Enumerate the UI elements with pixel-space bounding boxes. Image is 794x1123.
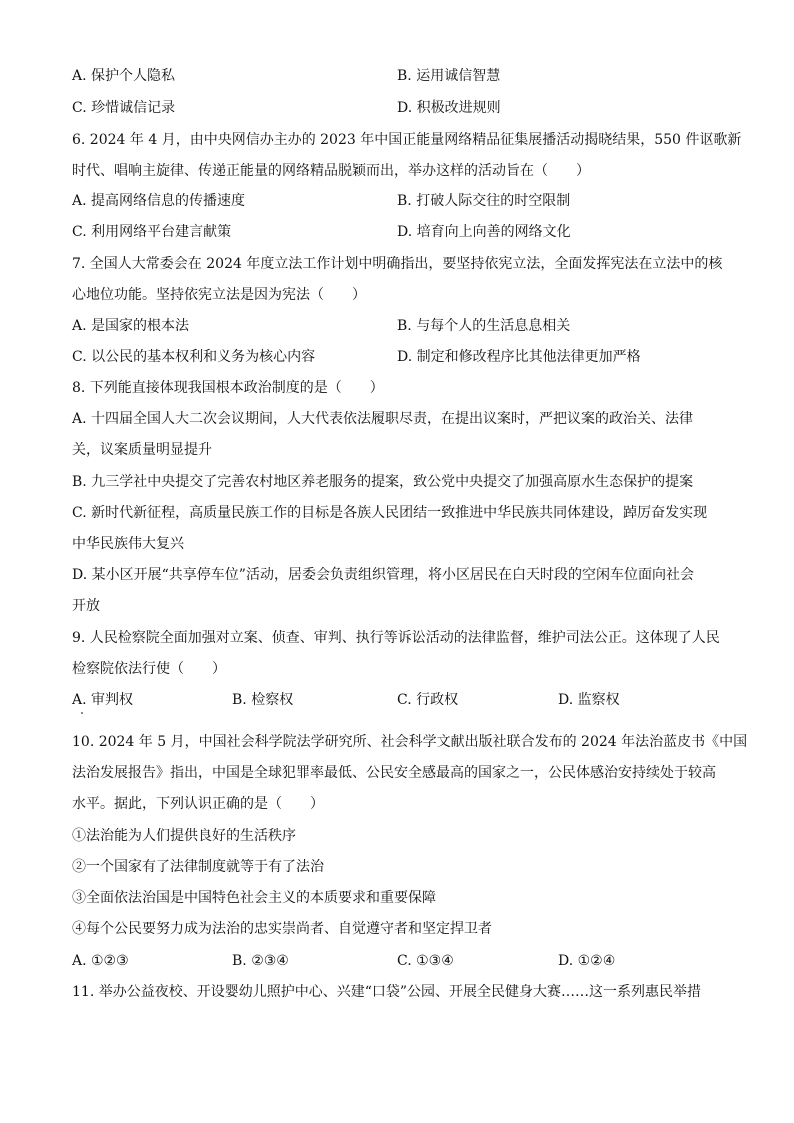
q8-option-d-line1: D. 某小区开展“共享停车位”活动，居委会负责组织管理，将小区居民在白天时段的空闲车位面向社会 xyxy=(72,567,694,583)
q5-option-b: B. 运用诚信智慧 xyxy=(397,68,501,84)
q7-option-b: B. 与每个人的生活息息相关 xyxy=(397,318,571,334)
q6-option-b: B. 打破人际交往的时空限制 xyxy=(397,193,571,209)
q9-option-a: A. 审判权 xyxy=(72,692,134,708)
q9-option-d: D. 监察权 xyxy=(558,692,620,708)
q6-option-d: D. 培育向上向善的网络文化 xyxy=(397,224,571,240)
q5-option-c: C. 珍惜诚信记录 xyxy=(72,100,176,116)
q10-option-c: C. ①③④ xyxy=(397,953,454,969)
q10-stem-line3: 水平。据此，下列认识正确的是（ ） xyxy=(72,796,324,812)
q8-option-c-line2: 中华民族伟大复兴 xyxy=(72,536,184,552)
scan-dot xyxy=(81,712,83,714)
q8-option-b: B. 九三学社中央提交了完善农村地区养老服务的提案，致公党中央提交了加强高原水生态保护的提案 xyxy=(72,474,694,490)
q10-option-d: D. ①②④ xyxy=(558,953,616,969)
q5-option-a: A. 保护个人隐私 xyxy=(72,68,176,84)
q10-statement-2: ②一个国家有了法律制度就等于有了法治 xyxy=(72,859,324,875)
q10-statement-4: ④每个公民要努力成为法治的忠实崇尚者、自觉遵守者和坚定捍卫者 xyxy=(72,921,492,937)
q10-option-b: B. ②③④ xyxy=(232,953,289,969)
q7-option-d: D. 制定和修改程序比其他法律更加严格 xyxy=(397,349,641,365)
q9-option-c: C. 行政权 xyxy=(397,692,459,708)
q7-option-c: C. 以公民的基本权利和义务为核心内容 xyxy=(72,349,316,365)
q10-option-a: A. ①②③ xyxy=(72,953,129,969)
q6-option-c: C. 利用网络平台建言献策 xyxy=(72,224,232,240)
q10-statement-3: ③全面依法治国是中国特色社会主义的本质要求和重要保障 xyxy=(72,890,436,906)
q6-option-a: A. 提高网络信息的传播速度 xyxy=(72,193,246,209)
q8-option-a-line1: A. 十四届全国人大二次会议期间，人大代表依法履职尽责，在提出议案时，严把议案的政治关、法律 xyxy=(72,411,694,427)
q11-stem-line1: 11. 举办公益夜校、开设婴幼儿照护中心、兴建“口袋”公园、开展全民健身大赛……这一系列惠民举措 xyxy=(72,984,702,1000)
q8-option-a-line2: 关，议案质量明显提升 xyxy=(72,442,212,458)
q8-stem: 8. 下列能直接体现我国根本政治制度的是（ ） xyxy=(72,380,384,396)
q8-option-c-line1: C. 新时代新征程，高质量民族工作的目标是各族人民团结一致推进中华民族共同体建设，踔厉奋发实现 xyxy=(72,505,708,521)
q6-stem-line1: 6. 2024 年 4 月，由中央网信办主办的 2023 年中国正能量网络精品征集展播活动揭晓结果，550 件讴歌新 xyxy=(72,132,742,148)
q10-stem-line2: 法治发展报告》指出，中国是全球犯罪率最低、公民安全感最高的国家之一，公民体感治安持续处于较高 xyxy=(72,765,716,781)
q6-stem-line2: 时代、唱响主旋律、传递正能量的网络精品脱颖而出，举办这样的活动旨在（ ） xyxy=(72,163,590,179)
q8-option-d-line2: 开放 xyxy=(72,598,100,614)
q10-statement-1: ①法治能为人们提供良好的生活秩序 xyxy=(72,828,296,844)
q7-stem-line1: 7. 全国人大常委会在 2024 年度立法工作计划中明确指出，要坚持依宪立法，全面发挥宪法在立法中的核 xyxy=(72,256,723,272)
q10-stem-line1: 10. 2024 年 5 月，中国社会科学院法学研究所、社会科学文献出版社联合发布的 2024 年法治蓝皮书《中国 xyxy=(72,734,748,750)
q9-stem-line1: 9. 人民检察院全面加强对立案、侦查、审判、执行等诉讼活动的法律监督，维护司法公正。这体现了人民 xyxy=(72,630,720,646)
q9-stem-line2: 检察院依法行使（ ） xyxy=(72,661,226,677)
q7-option-a: A. 是国家的根本法 xyxy=(72,318,190,334)
q5-option-d: D. 积极改进规则 xyxy=(397,100,501,116)
q7-stem-line2: 心地位功能。坚持依宪立法是因为宪法（ ） xyxy=(72,287,366,303)
q9-option-b: B. 检察权 xyxy=(232,692,294,708)
